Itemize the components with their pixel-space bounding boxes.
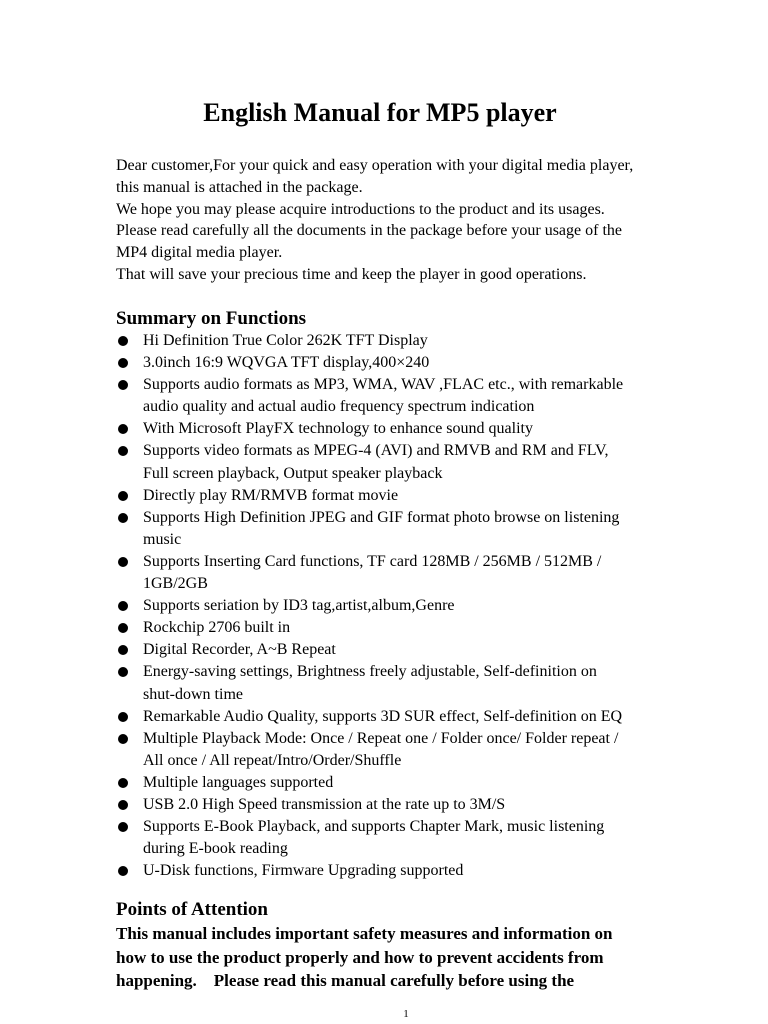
list-item	[116, 661, 716, 705]
list-item-text: Full screen playback, Output speaker playback	[143, 464, 443, 482]
list-item	[116, 374, 716, 418]
bullet-icon	[118, 380, 128, 390]
intro-line: That will save your precious time and keep the player in good operations.	[116, 265, 587, 283]
list-item-text: Supports E-Book Playback, and supports Chapter Mark, music listening	[143, 818, 605, 836]
intro-line: We hope you may please acquire introductions to the product and its usages.	[116, 200, 605, 218]
list-item-text: Rockchip 2706 built in	[143, 619, 291, 637]
list-item	[116, 595, 716, 617]
list-item-text: All once / All repeat/Intro/Order/Shuffle	[143, 751, 402, 769]
bullet-icon	[118, 712, 128, 722]
list-item-text: Supports audio formats as MP3, WMA, WAV ,FLAC etc., with remarkable	[143, 376, 624, 394]
list-item-text: Multiple languages supported	[143, 773, 334, 791]
page-number: 1	[403, 1008, 409, 1020]
bullet-icon	[118, 601, 128, 611]
list-item	[116, 639, 716, 661]
list-item	[116, 816, 716, 860]
list-item	[116, 772, 716, 794]
list-item-text: USB 2.0 High Speed transmission at the rate up to 3M/S	[143, 795, 506, 813]
list-item-text: With Microsoft PlayFX technology to enhance sound quality	[143, 420, 533, 438]
intro-paragraph	[116, 155, 716, 286]
list-item-text: 3.0inch 16:9 WQVGA TFT display,400×240	[143, 354, 430, 372]
list-item-text: audio quality and actual audio frequency spectrum indication	[143, 398, 535, 416]
list-item	[116, 440, 716, 484]
list-item	[116, 794, 716, 816]
list-item	[116, 352, 716, 374]
list-item-text: Energy-saving settings, Brightness freely adjustable, Self-definition on	[143, 663, 597, 681]
document-title: English Manual for MP5 player	[203, 98, 557, 127]
list-item	[116, 485, 716, 507]
intro-line: MP4 digital media player.	[116, 244, 283, 262]
attention-line: happening. Please read this manual carefully before using the	[116, 971, 575, 990]
bullet-icon	[118, 667, 128, 677]
list-item-text: Supports video formats as MPEG-4 (AVI) and RMVB and RM and FLV,	[143, 442, 609, 460]
list-item-text: shut-down time	[143, 685, 243, 703]
list-item	[116, 617, 716, 639]
attention-heading: Points of Attention	[116, 899, 268, 920]
bullet-icon	[118, 513, 128, 523]
bullet-icon	[118, 778, 128, 788]
bullet-icon	[118, 358, 128, 368]
bullet-icon	[118, 822, 128, 832]
list-item-text: Multiple Playback Mode: Once / Repeat one / Folder once/ Folder repeat /	[143, 729, 619, 747]
list-item-text: Hi Definition True Color 262K TFT Display	[143, 332, 428, 349]
attention-line: This manual includes important safety measures and information on	[116, 924, 613, 943]
list-item-text: Remarkable Audio Quality, supports 3D SUR effect, Self-definition on EQ	[143, 707, 623, 725]
bullet-icon	[118, 424, 128, 434]
list-item-text: U-Disk functions, Firmware Upgrading supported	[143, 862, 464, 880]
list-item-text: music	[143, 530, 182, 548]
list-item-text: 1GB/2GB	[143, 575, 208, 593]
bullet-icon	[118, 623, 128, 633]
bullet-icon	[118, 446, 128, 456]
intro-line: Please read carefully all the documents in the package before your usage of the	[116, 222, 623, 240]
intro-line: Dear customer,For your quick and easy operation with your digital media player,	[116, 157, 634, 174]
list-item-text: Digital Recorder, A~B Repeat	[143, 641, 336, 659]
bullet-icon	[118, 734, 128, 744]
bullet-icon	[118, 557, 128, 567]
summary-heading: Summary on Functions	[116, 308, 307, 329]
bullet-icon	[118, 645, 128, 655]
attention-paragraph	[116, 922, 716, 993]
list-item-text: during E-book reading	[143, 840, 288, 858]
list-item	[116, 551, 716, 595]
list-item	[116, 507, 716, 551]
attention-line: how to use the product properly and how to prevent accidents from	[116, 947, 604, 967]
list-item	[116, 706, 716, 728]
feature-list	[116, 330, 716, 882]
list-item	[116, 860, 716, 882]
list-item-text: Directly play RM/RMVB format movie	[143, 486, 399, 504]
bullet-icon	[118, 336, 128, 346]
bullet-icon	[118, 491, 128, 501]
list-item-text: Supports High Definition JPEG and GIF format photo browse on listening	[143, 508, 620, 526]
list-item	[116, 330, 716, 352]
list-item	[116, 418, 716, 440]
list-item	[116, 728, 716, 772]
bullet-icon	[118, 800, 128, 810]
list-item-text: Supports seriation by ID3 tag,artist,album,Genre	[143, 597, 455, 615]
bullet-icon	[118, 866, 128, 876]
intro-line: this manual is attached in the package.	[116, 178, 363, 196]
list-item-text: Supports Inserting Card functions, TF card 128MB / 256MB / 512MB /	[143, 552, 602, 570]
